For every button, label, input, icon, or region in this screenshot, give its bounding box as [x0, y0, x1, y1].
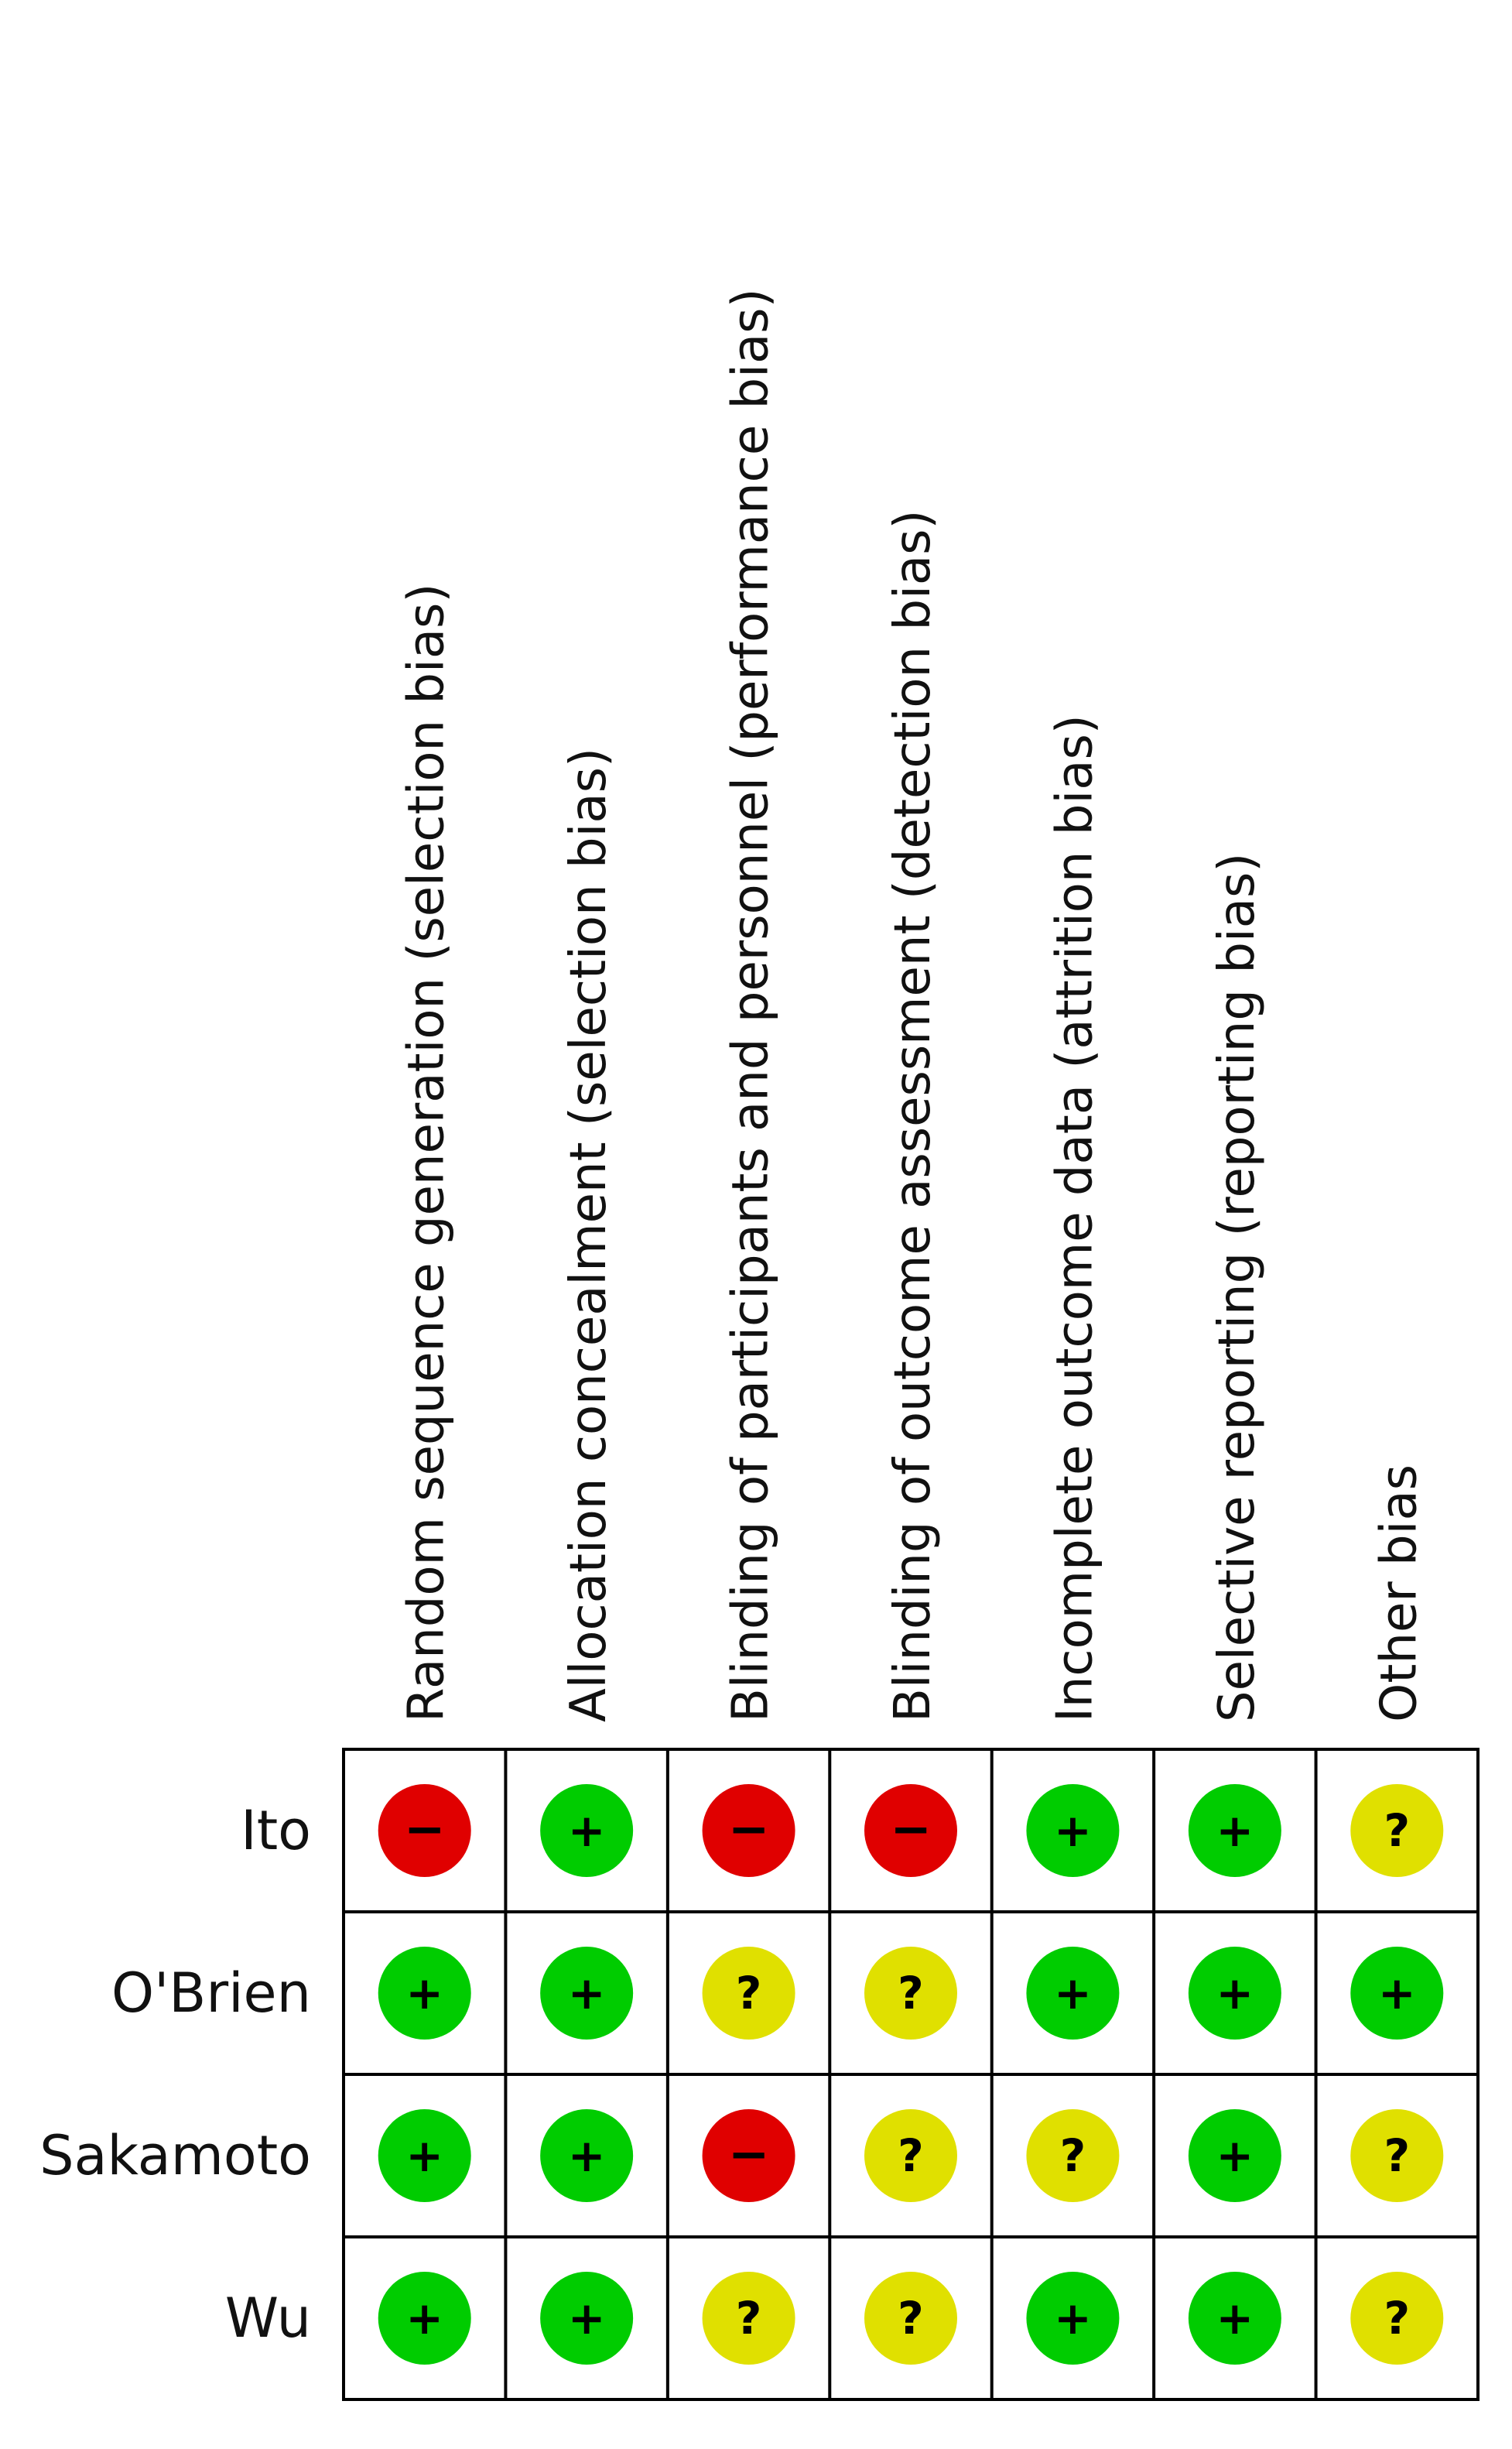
mark-obrien-3-unclear [703, 1947, 795, 2040]
mark-symbol-high: − [890, 1801, 932, 1858]
mark-obrien-2-low [540, 1947, 633, 2040]
study-label-1: Ito [241, 1799, 311, 1862]
mark-symbol-unclear: ? [898, 1967, 924, 2019]
mark-symbol-low: + [1216, 2292, 1254, 2345]
mark-symbol-unclear: ? [898, 2292, 924, 2345]
mark-ito-6-low [1189, 1784, 1281, 1877]
mark-wu-2-low [540, 2272, 633, 2365]
mark-obrien-5-low [1026, 1947, 1119, 2040]
mark-wu-5-low [1026, 2272, 1119, 2365]
mark-symbol-low: + [405, 2129, 444, 2182]
mark-symbol-unclear: ? [1384, 1804, 1411, 1857]
mark-symbol-low: + [1054, 1967, 1092, 2019]
mark-symbol-high: − [727, 1801, 770, 1858]
mark-ito-1-high [378, 1784, 471, 1877]
mark-wu-6-low [1189, 2272, 1281, 2365]
mark-sakamoto-3-high [703, 2109, 795, 2202]
domain-header-4: Blinding of outcome assessment (detection bias) [884, 509, 942, 1722]
study-label-4: Wu [224, 2286, 311, 2350]
mark-sakamoto-7-unclear [1350, 2109, 1443, 2202]
mark-sakamoto-2-low [540, 2109, 633, 2202]
mark-symbol-low: + [567, 2292, 606, 2345]
mark-wu-4-unclear [864, 2272, 957, 2365]
mark-symbol-unclear: ? [1384, 2292, 1411, 2345]
mark-symbol-low: + [405, 2292, 444, 2345]
mark-wu-1-low [378, 2272, 471, 2365]
mark-ito-3-high [703, 1784, 795, 1877]
mark-symbol-unclear: ? [735, 2292, 762, 2345]
mark-symbol-low: + [1377, 1967, 1416, 2019]
mark-ito-4-high [864, 1784, 957, 1877]
mark-symbol-high: − [403, 1801, 446, 1858]
mark-symbol-low: + [1216, 2129, 1254, 2182]
domain-headers [399, 289, 1428, 1722]
mark-symbol-low: + [1216, 1804, 1254, 1857]
mark-symbol-low: + [405, 1967, 444, 2019]
mark-symbol-low: + [567, 1804, 606, 1857]
mark-symbol-unclear: ? [1384, 2129, 1411, 2182]
mark-ito-2-low [540, 1784, 633, 1877]
study-label-3: Sakamoto [39, 2124, 311, 2187]
mark-sakamoto-6-low [1189, 2109, 1281, 2202]
domain-header-5: Incomplete outcome data (attrition bias) [1046, 714, 1104, 1722]
mark-obrien-7-low [1350, 1947, 1443, 2040]
mark-wu-7-unclear [1350, 2272, 1443, 2365]
domain-header-6: Selective reporting (reporting bias) [1208, 852, 1266, 1722]
domain-header-1: Random sequence generation (selection bias) [398, 583, 456, 1722]
mark-symbol-high: − [727, 2126, 770, 2184]
mark-symbol-unclear: ? [735, 1967, 762, 2019]
mark-symbol-low: + [1054, 1804, 1092, 1857]
study-label-2: O'Brien [111, 1961, 311, 2025]
mark-obrien-1-low [378, 1947, 471, 2040]
mark-sakamoto-5-unclear [1026, 2109, 1119, 2202]
study-labels [39, 1799, 311, 2350]
mark-ito-5-low [1026, 1784, 1119, 1877]
domain-header-2: Allocation concealment (selection bias) [560, 748, 618, 1723]
mark-symbol-low: + [567, 1967, 606, 2019]
mark-sakamoto-4-unclear [864, 2109, 957, 2202]
mark-symbol-low: + [1216, 1967, 1254, 2019]
mark-obrien-6-low [1189, 1947, 1281, 2040]
mark-symbol-unclear: ? [1059, 2129, 1086, 2182]
mark-wu-3-unclear [703, 2272, 795, 2365]
mark-symbol-unclear: ? [898, 2129, 924, 2182]
mark-symbol-low: + [1054, 2292, 1092, 2345]
mark-ito-7-unclear [1350, 1784, 1443, 1877]
domain-header-7: Other bias [1370, 1464, 1428, 1722]
mark-sakamoto-1-low [378, 2109, 471, 2202]
mark-symbol-low: + [567, 2129, 606, 2182]
mark-obrien-4-unclear [864, 1947, 957, 2040]
domain-header-3: Blinding of participants and personnel (performance bias) [722, 288, 780, 1722]
